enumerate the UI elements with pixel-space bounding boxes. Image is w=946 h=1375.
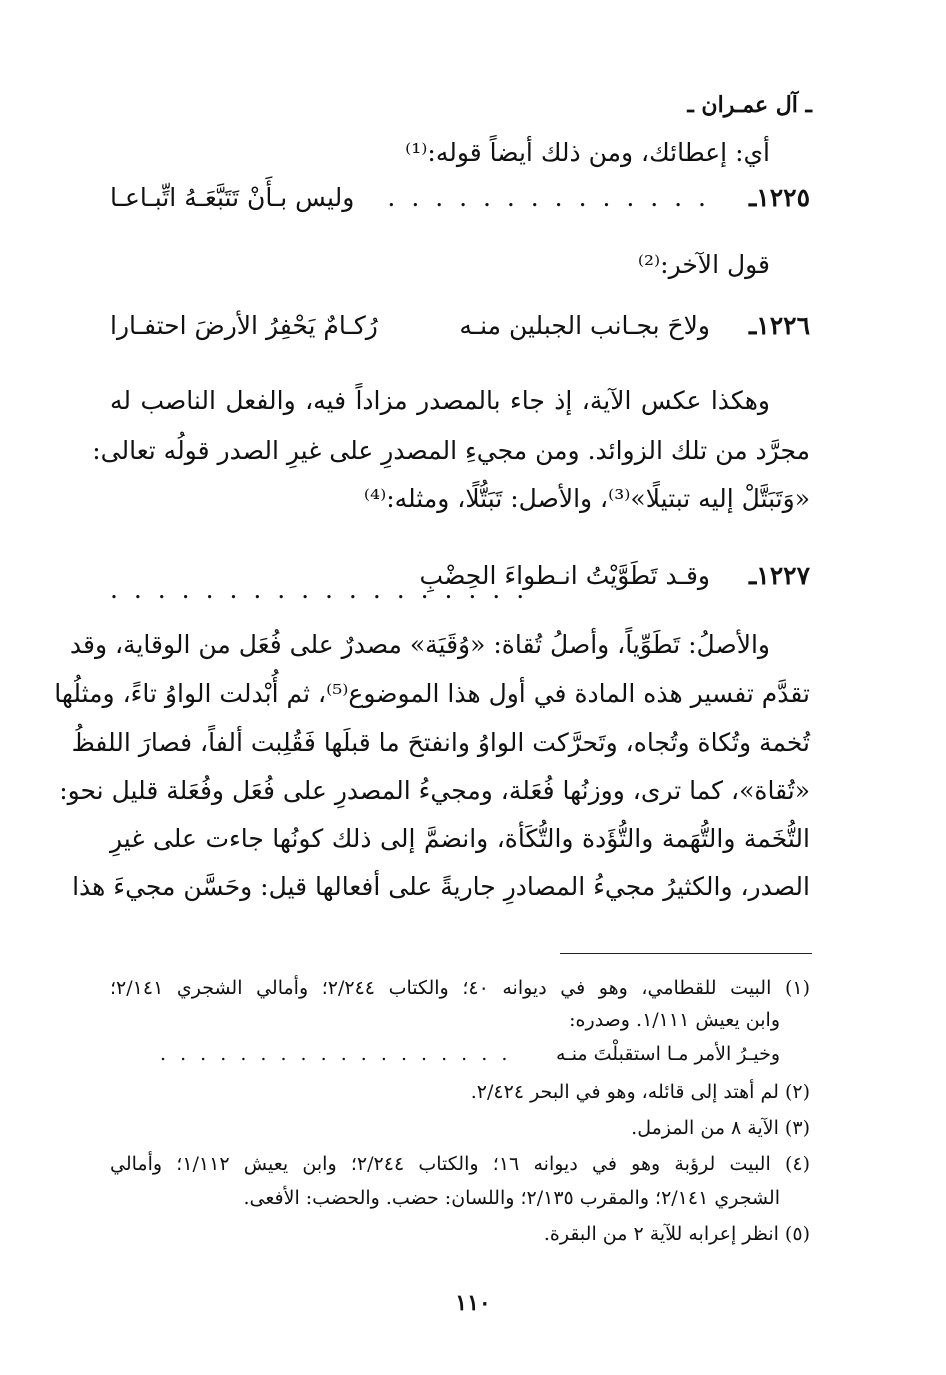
verse-1226: [110, 308, 810, 344]
footnote-separator: [560, 953, 812, 954]
footnote-5: (٥) انظر إعرابه للآية ٢ من البقرة.: [543, 1223, 810, 1245]
page-number: ١١٠: [455, 1290, 491, 1316]
verse-number: ١٢٢٦ـ: [748, 311, 810, 340]
verse-hemistich-second: وليس بـأَنْ تَتَبَّعَـهُ اتِّبـاعـا: [110, 183, 355, 212]
running-header: ـ آل عمـران ـ: [687, 92, 812, 118]
body-line: التُّخَمة والتُّهَمة والتُّؤَدة والتُّكَأة، وانضمَّ إلى ذلك كونُها جاءت على غيرِ: [110, 824, 810, 853]
footnote-3: (٣) الآية ٨ من المزمل.: [631, 1117, 810, 1139]
verse-hemistich-first: . . . . . . . . . . . . . .: [387, 183, 710, 212]
footnote-1-verse: [160, 1040, 780, 1068]
body-line: «وَتَبَتَّلْ إليه تبتيلًا»⁽³⁾، والأصل: تَبَتُّلًا، ومثله:⁽⁴⁾: [363, 484, 810, 513]
footnote-1-continued: وابن يعيش ١/١١١. وصدره:: [569, 1009, 780, 1031]
verse-1225: [110, 180, 810, 216]
body-line: أي: إعطائك، ومن ذلك أيضاً قوله:⁽¹⁾: [405, 138, 770, 167]
verse-number: ١٢٢٥ـ: [748, 183, 810, 212]
body-line: تقدَّم تفسير هذه المادة في أول هذا الموضوع⁽⁵⁾، ثم أُبْدلت الواوُ تاءً، ومثلُها: [54, 679, 810, 708]
footnote-1: (١) البيت للقطامي، وهو في ديوانه ٤٠؛ والكتاب ٢/٢٤٤؛ وأمالي الشجري ٢/١٤١؛: [110, 977, 810, 999]
verse-number: ١٢٢٧ـ: [748, 561, 810, 590]
body-line: وهكذا عكس الآية، إذ جاء بالمصدر مزاداً فيه، والفعل الناصب له: [110, 386, 770, 415]
body-line: مجرَّد من تلك الزوائد. ومن مجيءِ المصدرِ على غيرِ الصدر قولُه تعالى:: [92, 436, 810, 465]
verse-hemistich-first: وقـد تَطَوَّيْتُ انـطواءَ الحِضْبِ: [419, 561, 710, 590]
body-line: الصدر، والكثيرُ مجيءُ المصادرِ جاريةً على أفعالها قيل: وحَسَّن مجيءَ هذا: [72, 872, 810, 901]
body-line: قول الآخر:⁽²⁾: [637, 250, 770, 279]
footnote-2: (٢) لم أهتد إلى قائله، وهو في البحر ٢/٤٢٤.: [470, 1081, 810, 1103]
footnote-4-continued: الشجري ٢/١٤١؛ والمقرب ٢/١٣٥؛ واللسان: حضب. والحضب: الأفعى.: [243, 1187, 780, 1209]
verse-1227: [110, 558, 810, 604]
verse-hemistich-second: رُكـامٌ يَحْفِرُ الأرضَ احتفـارا: [110, 311, 378, 340]
verse-hemistich-first: ولاحَ بجـانب الجبلين منـه: [459, 311, 710, 340]
footnote-4: (٤) البيت لرؤبة وهو في ديوانه ١٦؛ والكتاب ٢/٢٤٤؛ وابن يعيش ١/١١٢؛ وأمالي: [110, 1153, 811, 1175]
body-line: «تُقاة»، كما ترى، ووزنُها فُعَلة، ومجيءُ المصدرِ على فُعَل وفُعَلة قليل نحو:: [59, 776, 810, 805]
body-line: والأصلُ: تَطَوِّياً، وأصلُ تُقاة: «وُقَيَة» مصدرٌ على فُعَل من الوقاية، وقد: [69, 630, 770, 659]
verse-hemistich-second: . . . . . . . . . . . . . . . . . .: [160, 1043, 512, 1065]
verse-hemistich-first: وخيـرُ الأمر مـا استقبلْتَ منـه: [555, 1043, 780, 1065]
body-line: تُخمة وتُكاة وتُجاه، وتَحرَّكت الواوُ وانفتحَ ما قبلَها فَقُلِبت ألفاً، فصارَ اللفظُ: [71, 728, 810, 757]
verse-hemistich-second: . . . . . . . . . . . . . . . . . .: [110, 575, 529, 604]
